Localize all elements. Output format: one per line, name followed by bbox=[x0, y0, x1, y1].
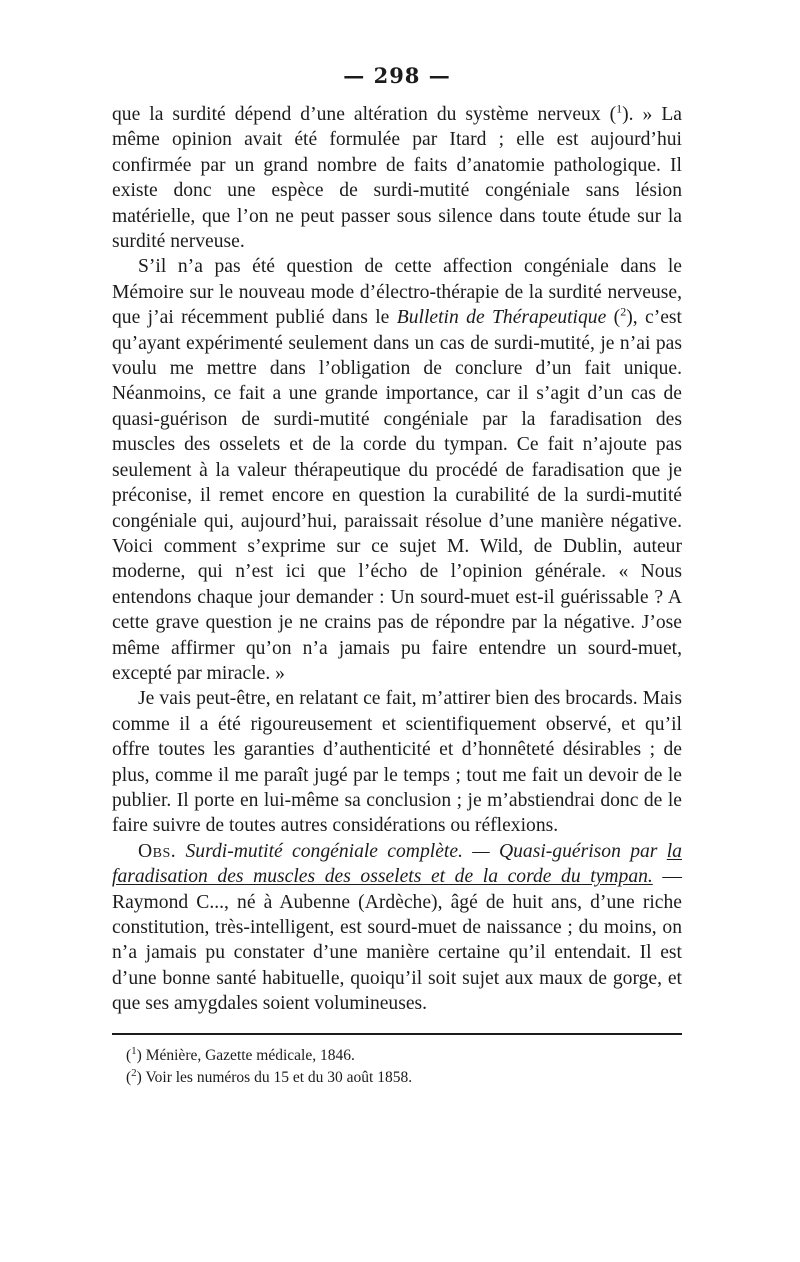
footnote-reference-2[interactable]: 2 bbox=[620, 304, 627, 319]
book-page bbox=[112, 58, 682, 1089]
footnote-reference-1[interactable]: 1 bbox=[616, 101, 623, 116]
text-segment: que la surdité dépend d’une altération du système nerveux ( bbox=[112, 104, 617, 125]
footnote-mark-open: ( bbox=[126, 1068, 132, 1086]
footnotes bbox=[112, 1045, 682, 1089]
main-text bbox=[112, 102, 682, 1017]
footnote-1 bbox=[126, 1045, 682, 1067]
footnote-divider bbox=[112, 1033, 682, 1035]
footnote-mark: 2 bbox=[131, 1066, 137, 1079]
text-segment: S’il n’a pas été question de cette affection congéniale dans le Mémoire sur le nouveau mode d’électro-thérapie de la surdité nerveuse, que j’ai récemment publié dans le bbox=[112, 256, 682, 329]
footnote-mark-close: ) bbox=[136, 1046, 142, 1064]
footnote-2 bbox=[126, 1067, 682, 1089]
text-segment: ( bbox=[606, 307, 621, 329]
paragraph-memoire bbox=[112, 254, 682, 686]
text-segment: Je vais peut-être, en relatant ce fait, m’attirer bien des brocards. Mais comme il a été rigoureusement et scientifiquement observé, et qu’il offre toutes les garanties d’authenticité et d’honnêteté désirables ; de plus, comme il me paraît jugé par le temps ; tout me fait un devoir de le publier. Il porte en lui-même sa conclusion ; je m’abstiendrai donc de le faire suivre de toutes autres considérations ou réflexions. bbox=[112, 688, 682, 837]
paragraph-brocards bbox=[112, 686, 682, 838]
observation-label: Obs. bbox=[138, 840, 177, 862]
observation-body: — Raymond C..., né à Aubenne (Ardèche), âgé de huit ans, d’une riche constitution, très-intelligent, est sourd-muet de naissance ; du moins, on n’a jamais pu constater d’une manière certaine qu’il entendait. Il est d’une bonne santé habituelle, quoiqu’il soit sujet aux maux de gorge, et que ses amygdales soient volumineuses. bbox=[112, 866, 682, 1015]
journal-title: Bulletin de Thérapeutique bbox=[396, 307, 607, 329]
footnote-mark: 1 bbox=[131, 1044, 137, 1057]
observation-title-line2: la faradisation des muscles des osselets et de la corde du tympan. bbox=[112, 840, 682, 888]
observation-paragraph bbox=[112, 839, 682, 1017]
text-segment: ). » La même opinion avait été formulée par Itard ; elle est aujourd’hui confirmée par un grand nombre de faits d’anatomie pathologique. Il existe donc une espèce de surdi-mutité congéniale sans lésion matérielle, que l’on ne peut passer sous silence dans toute étude sur la surdité nerveuse. bbox=[112, 104, 682, 253]
footnote-mark-open: ( bbox=[126, 1046, 132, 1064]
page-number: — 298 — bbox=[343, 63, 451, 88]
footnote-text: Voir les numéros du 15 et du 30 août 1858. bbox=[145, 1068, 413, 1086]
paragraph-continuation bbox=[112, 102, 682, 254]
footnote-text: Ménière, Gazette médicale, 1846. bbox=[145, 1046, 355, 1064]
footnote-mark-close: ) bbox=[136, 1068, 142, 1086]
text-segment: ), c’est qu’ayant expérimenté seulement dans un cas de surdi-mutité, je n’ai pas voulu me mettre dans l’obligation de conclure d’un fait unique. Néanmoins, ce fait a une grande importance, car il s’agit d’un cas de quasi-guérison de surdi-mutité congéniale par la faradisation des muscles des osselets et de la corde du tympan. Ce fait n’ajoute pas seulement à la valeur thérapeutique du procédé de faradisation que je préconise, il remet encore en question la curabilité de la surdi-mutité congéniale qui, aujourd’hui, paraissait résolue d’une manière négative. Voici comment s’exprime sur ce sujet M. Wild, de Dublin, auteur moderne, qui n’est ici que l’écho de l’opinion générale. « Nous entendons chaque jour demander : Un sourd-muet est-il guérissable ? A cette grave question je ne crains pas de répondre par la négative. J’ose même affirmer qu’on n’a jamais pu faire entendre un sourd-muet, excepté par miracle. » bbox=[112, 307, 682, 684]
observation-title-line1: Surdi-mutité congéniale complète. — Quasi-guérison par bbox=[185, 840, 658, 862]
